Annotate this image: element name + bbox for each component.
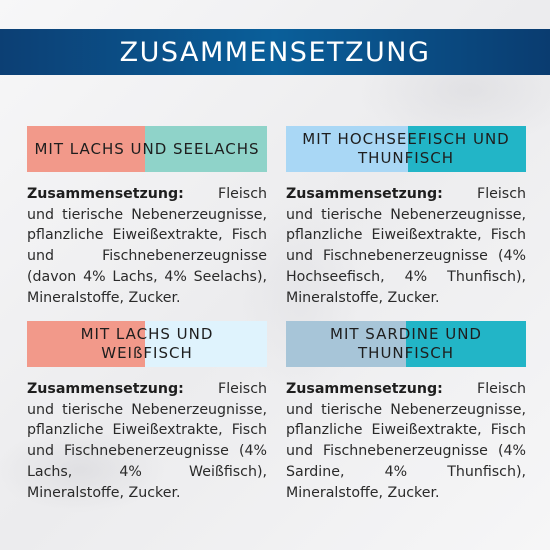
title-banner — [0, 29, 550, 75]
card-header — [27, 126, 267, 172]
card-sardine-thunfisch — [286, 321, 526, 503]
card-header — [286, 126, 526, 172]
card-title: MIT LACHS UND WEIßFISCH — [80, 325, 214, 362]
composition-label: Zusammensetzung: — [286, 381, 443, 397]
page-title: ZUSAMMENSETZUNG — [119, 36, 431, 68]
card-description — [27, 379, 267, 503]
composition-text: Fleisch und tierische Nebenerzeugnisse, pflanzliche Eiweißextrakte, Fisch und Fischnebenerzeugnisse (4% Sardine, 4% Thunfisch), Mineralstoffe, Zucker. — [286, 381, 526, 501]
card-lachs-weissfisch — [27, 321, 267, 503]
card-header — [286, 321, 526, 367]
card-title: MIT HOCHSEEFISCH UND THUNFISCH — [302, 130, 510, 167]
card-description — [27, 184, 267, 308]
card-hochseefisch-thunfisch — [286, 126, 526, 308]
card-description — [286, 184, 526, 308]
card-header — [27, 321, 267, 367]
card-title: MIT LACHS UND SEELACHS — [34, 139, 260, 158]
card-lachs-seelachs — [27, 126, 267, 308]
card-description — [286, 379, 526, 503]
composition-text: Fleisch und tierische Nebenerzeugnisse, pflanzliche Eiweißextrakte, Fisch und Fischnebenerzeugnisse (davon 4% Lachs, 4% Seelachs), Mineralstoffe, Zucker. — [27, 186, 267, 306]
card-title: MIT SARDINE UND THUNFISCH — [330, 325, 482, 362]
composition-label: Zusammensetzung: — [27, 186, 184, 202]
composition-label: Zusammensetzung: — [286, 186, 443, 202]
composition-label: Zusammensetzung: — [27, 381, 184, 397]
composition-text: Fleisch und tierische Nebenerzeugnisse, pflanzliche Eiweißextrakte, Fisch und Fischnebenerzeugnisse (4% Lachs, 4% Weißfisch), Mineralstoffe, Zucker. — [27, 381, 267, 501]
composition-text: Fleisch und tierische Nebenerzeugnisse, pflanzliche Eiweißextrakte, Fisch und Fischnebenerzeugnisse (4% Hochseefisch, 4% Thunfisch), Mineralstoffe, Zucker. — [286, 186, 526, 306]
